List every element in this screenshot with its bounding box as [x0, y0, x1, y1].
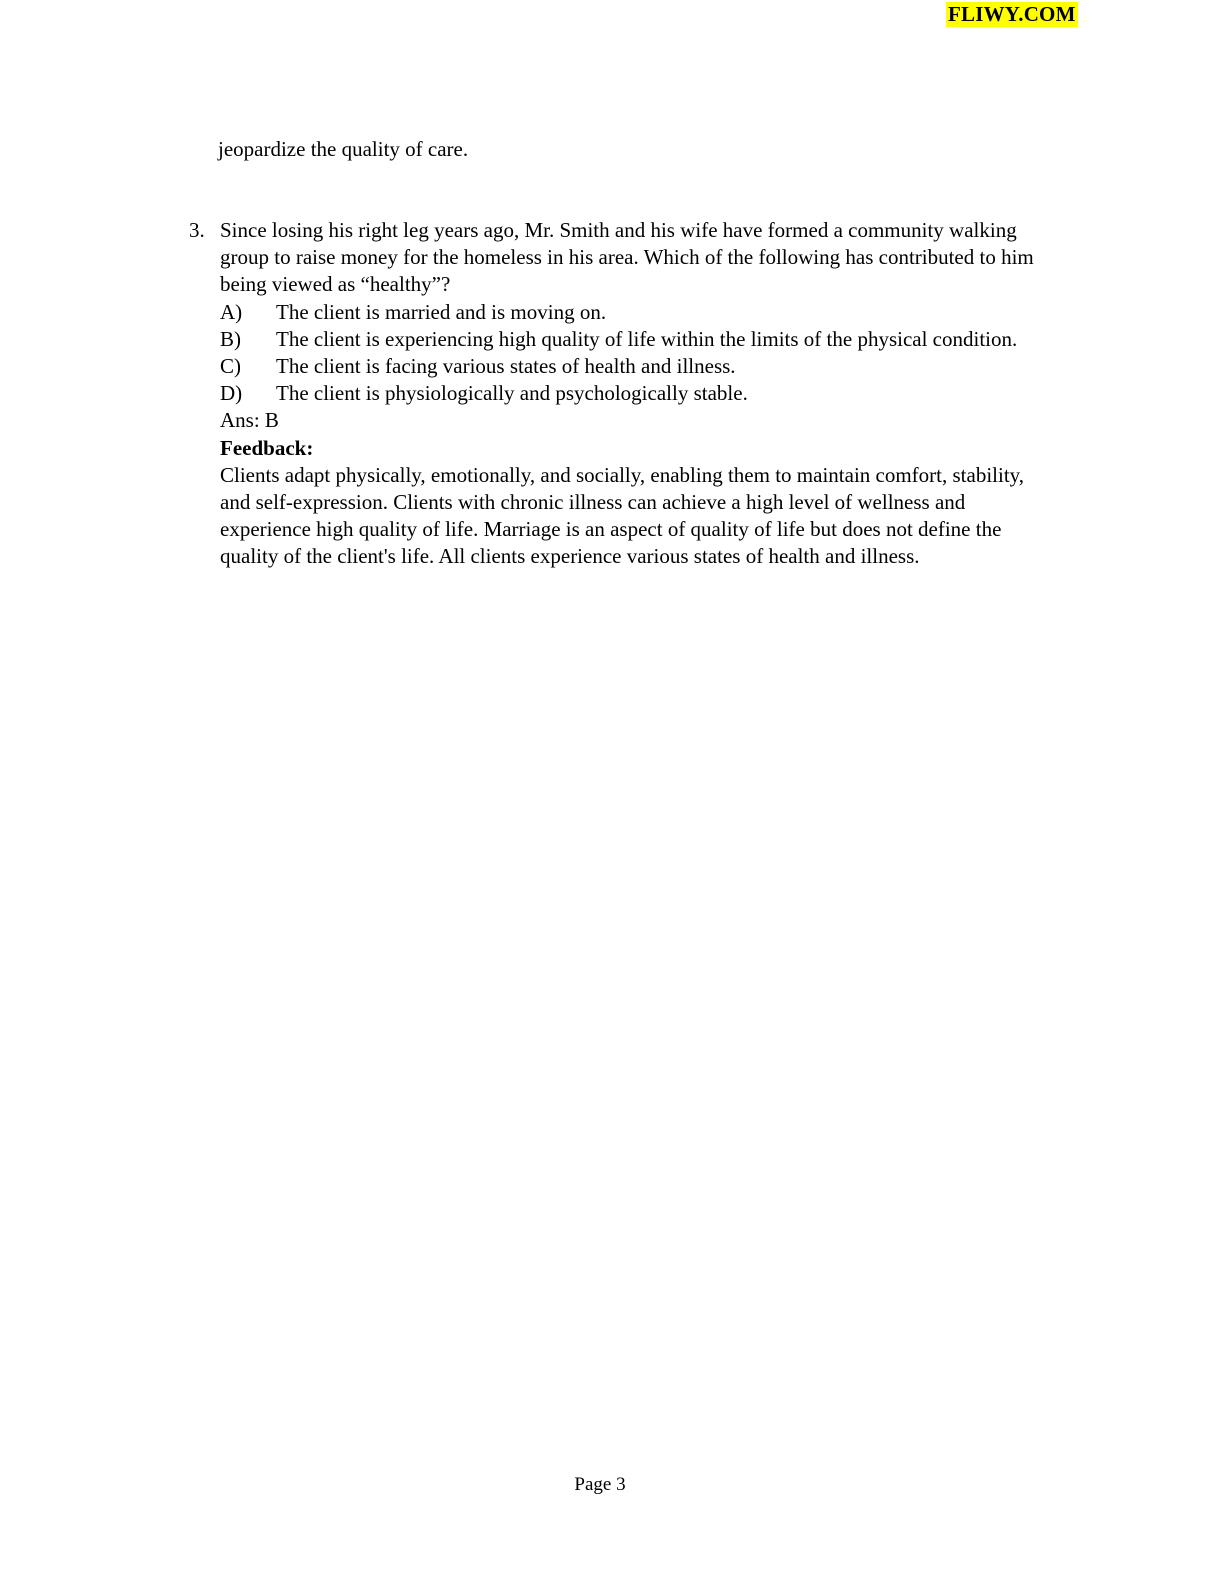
option-c [220, 353, 1059, 380]
option-a [220, 299, 1059, 326]
option-b [220, 326, 1059, 353]
answer-key: Ans: B [220, 408, 279, 433]
option-letter: A) [220, 299, 243, 324]
option-letter: B) [220, 326, 241, 351]
option-letter: D) [220, 381, 243, 406]
page-number: Page 3 [574, 1474, 626, 1495]
question-stem: Since losing his right leg years ago, Mr. Smith and his wife have formed a community walking group to raise money for the homeless in his area. Which of the following has contributed to him being viewed as “healthy”? [220, 218, 1034, 297]
feedback-heading: Feedback: [220, 435, 314, 460]
question-body [220, 217, 1059, 571]
option-text: The client is physiologically and psychologically stable. [276, 381, 748, 406]
continuation-text: jeopardize the quality of care. [218, 137, 469, 161]
option-d [220, 380, 1059, 407]
option-text: The client is married and is moving on. [276, 299, 607, 324]
option-letter: C) [220, 354, 241, 379]
feedback-text: Clients adapt physically, emotionally, and socially, enabling them to maintain comfort, stability, and self-expression. Clients with chronic illness can achieve a high level of wellness and experience high quality of life. Marriage is an aspect of quality of life but does not define the quality of the client's life. All clients experience various states of health and illness. [220, 462, 1025, 569]
watermark-label: FLIWY.COM [948, 2, 1076, 26]
option-text: The client is facing various states of health and illness. [276, 354, 736, 379]
option-text: The client is experiencing high quality of life within the limits of the physical condition. [276, 326, 1018, 351]
question-block [189, 217, 1059, 571]
question-number: 3. [189, 218, 205, 242]
answer-options [220, 299, 1059, 408]
